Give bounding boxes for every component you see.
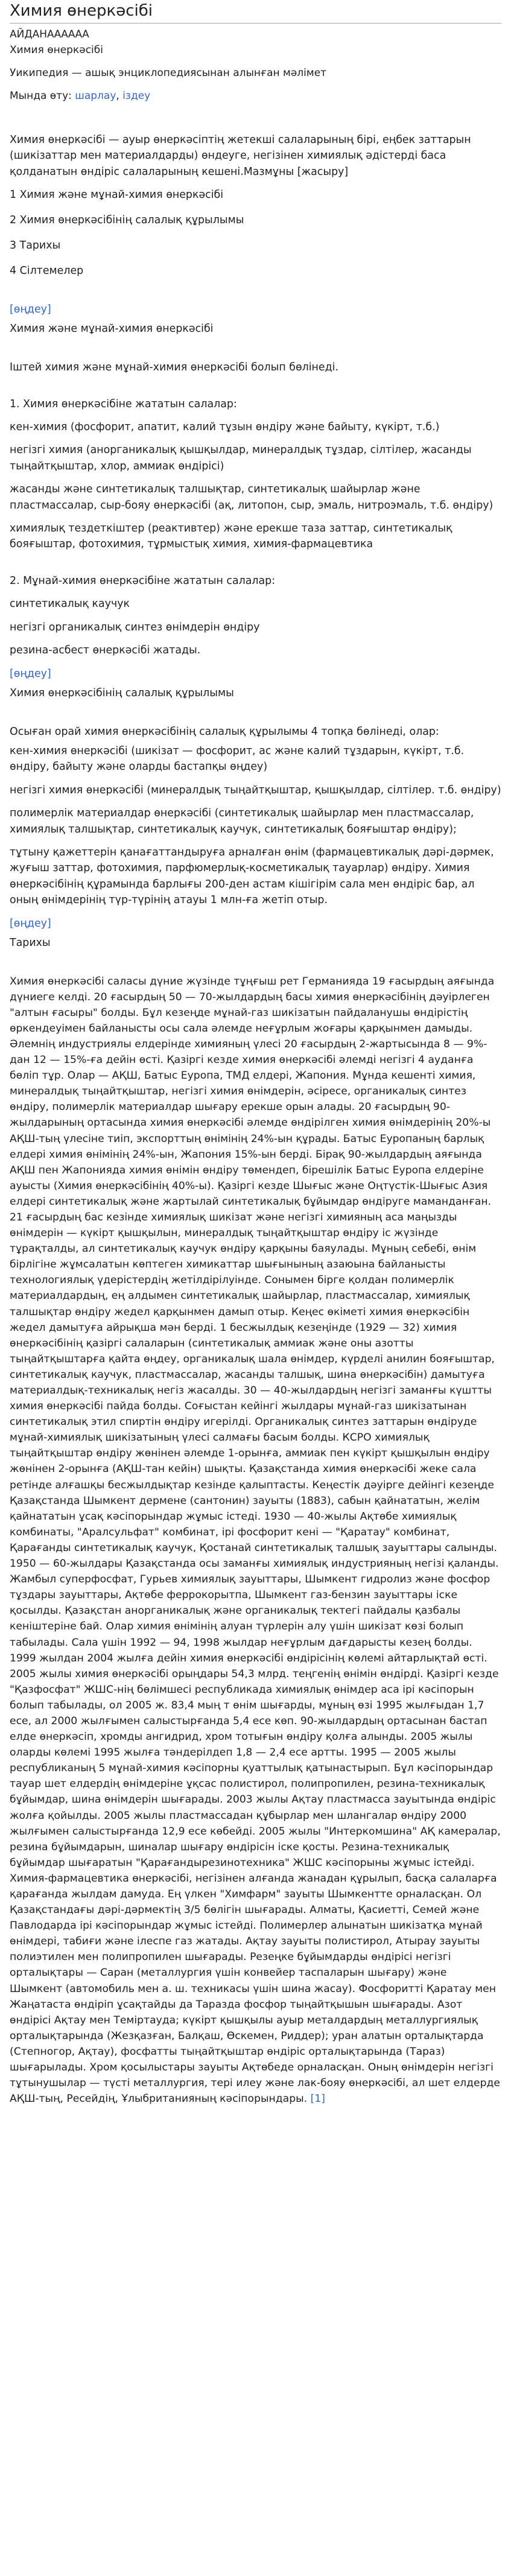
- edit-section-1-link[interactable]: [өңдеу]: [10, 303, 51, 316]
- list-item: резина-асбест өнеркәсібі жатады.: [10, 644, 201, 657]
- table-of-contents: [10, 187, 501, 279]
- toc-item-4[interactable]: 4 Сілтемелер: [10, 265, 84, 278]
- navigation-link[interactable]: шарлау: [75, 90, 116, 102]
- section-1-heading: Химия және мұнай-химия өнеркәсібі: [10, 323, 214, 335]
- section-1-group-1-title: 1. Химия өнеркәсібіне жататын салалар:: [10, 398, 237, 410]
- list-item: кен-химия (фосфорит, апатит, калий тұзын өндіру және байыту, күкірт, т.б.): [10, 421, 440, 434]
- section-3-heading: Тарихы: [10, 936, 51, 949]
- history-paragraph: [10, 974, 501, 2107]
- intro-paragraph: Химия өнеркәсібі — ауыр өнеркәсіптің жетекші салаларының бірі, еңбек заттарын (шикізаттар мен материалдарды) өндеуге, негізінен химиялық әдістерді баса қолданатын өндіріс салаларының кешені.Мазмұны [жасыру]: [10, 134, 471, 178]
- section-2-heading: Химия өнеркәсібінің салалық құрылымы: [10, 687, 234, 699]
- list-item: тұтыну қажеттерін қанағаттандыруға арналған өнім (фармацевтикалық дәрі-дәрмек, жуғыш заттар, фотохимия, парфюмерлық-косметикалық тауарлар) өндіру. Химия өнеркәсібінің құрамында барлығы 200-ден астам кішігірім сала мен өндіріс бар, ал оның өнімдерінің түр-түрінің атауы 1 млн-ға жетіп отыр.: [10, 846, 494, 907]
- list-item: жасанды және синтетикалық талшықтар, синтетикалық шайырлар және пластмассалар, сыр-бояу өнеркәсібі (ақ, литопон, сыр, эмаль, нитроэмаль, т.б. өндіру): [10, 483, 494, 512]
- search-link[interactable]: іздеу: [122, 90, 151, 102]
- toc-item-1[interactable]: 1 Химия және мұнай-химия өнеркәсібі: [10, 189, 224, 201]
- jump-links-prefix: Мында өту:: [10, 90, 75, 102]
- article-subtitle: Химия өнеркәсібі: [10, 44, 103, 56]
- list-item: негізгі химия өнеркәсібі (минералдық тыңайтқыштар, қышқылдар, сілтілер. т.б. өндіру): [10, 784, 501, 796]
- list-item: химиялық тездеткіштер (реактивтер) және ерекше таза заттар, синтетикалық бояғыштар, фотохимия, тұрмыстық химия, химия-фармацевтика: [10, 522, 452, 551]
- reference-link[interactable]: [1]: [310, 2093, 325, 2105]
- page-title: Химия өнеркәсібі: [10, 1, 501, 24]
- source-line: Уикипедия — ашық энциклопедиясынан алынған мәлімет: [10, 67, 327, 79]
- edit-section-3-link[interactable]: [өңдеу]: [10, 917, 51, 930]
- toc-item-2[interactable]: 2 Химия өнеркәсібінің салалық құрылымы: [10, 214, 244, 227]
- section-1-intro: Іштей химия және мұнай-химия өнеркәсібі болып бөлінеді.: [10, 361, 338, 374]
- edit-section-2-link[interactable]: [өңдеу]: [10, 667, 51, 680]
- list-item: кен-химия өнеркәсібі (шикізат — фосфорит, ас және калий тұздарын, күкірт, т.б. өндіру, байыту және оларды бастапқы өңдеу): [10, 744, 465, 773]
- list-item: негізгі органикалық синтез өнімдерін өндіру: [10, 621, 260, 633]
- section-2-intro: Осыған орай химия өнеркәсібінің салалық құрылымы 4 топқа бөлінеді, олар:: [10, 725, 439, 738]
- jump-links-separator: ,: [116, 90, 123, 102]
- author-line: АЙДАНАААААА: [10, 28, 89, 40]
- section-1-group-2-title: 2. Мұнай-химия өнеркәсібіне жататын салалар:: [10, 574, 276, 587]
- toc-item-3[interactable]: 3 Тарихы: [10, 240, 61, 252]
- list-item: негізгі химия (анорганикалық қышқылдар, минералдық тұздар, сілтілер, жасанды тыңайтқыштар, хлор, аммиак өндірісі): [10, 444, 472, 472]
- list-item: полимерлік материалдар өнеркәсібі (синтетикалық шайырлар мен пластмассалар, химиялық талшықтар, синтетикалық каучук, синтетикалық бояғыштар өндіру);: [10, 807, 474, 836]
- history-text: Химия өнеркәсібі саласы дүние жүзінде тұңғыш рет Германияда 19 ғасырдың аяғында дүниеге келді. 20 ғасырдың 50 — 70-жылдардың басы химия өнеркәсібінің дәуірлеген "алтын ғасыры" болды. Бұл кезеңде мұнай-газ шикізатын пайдаланушы өндірістің өркендеуімен байланысты осы сала әлемде неғұрлым жоғары қарқынмен дамыды. Әлемнің индустриялы елдерінде химияның үлесі 20 ғасырдың 2-жартысында 8 — 9%-дан 12 — 15%-ға дейін өсті. Қазіргі кезде химия өнеркәсібі әлемді негізгі 4 ауданға бөліп тұр. Олар — АҚШ, Батыс Еуропа, ТМД елдері, Жапония. Мұнда кешенті химия, минералдық тыңайтқыштар, негізгі химия өнімдерін, әсіресе, органикалық синтез өндіру, полимерлік материалдар шығару ерекше орын алады. 20 ғасырдың 90-жылдарының ортасында химия өнеркәсібі әлемде өндірілген химия өнімдерінің 20%-ы АҚШ-тың үлесіне тиіп, экспорттың өнімінің 24%-ын құрады. Батыс Еуропаның барлық елдері химия өнімінің 24%-ын, Жапония 15%-ын берді. Бірақ 90-жылдардың аяғында АҚШ пен Жапонияда химия өнімін өндіру төмендеп, бірешілік Батыс Еуропа елдеріне ауысты (Химия өнеркәсібінің 40%-ы). Қазіргі кезде Шығыс және Оңтүстік-Шығыс Азия елдері синтетикалық және жартылай синтетикалық бұйымдар өндіруге маманданған. 21 ғасырдың бас кезінде химиялық шикізат және негізгі химияның аса маңызды өнімдерін — күкірт қышқылын, минералдық тыңайтқыштар өндіру іс жүзінде тұрақталды, ал синтетикалық каучук өндіру қарқыны баяулады. Мұның себебі, өнім бірлігіне жұмсалатын көптеген химикаттар шығынының азаюына байланысты технологиялық үдерістердің жетілдірілуінде. Сонымен бірге қолдан полимерлік материалдардың, ең алдымен синтетикалық шайырлар, пластмассалар, химиялық талшықтар өндіру жедел қарқынмен дамып отыр. Кеңес өкіметі химия өнеркәсібін жедел дамытуға айрықша мән берді. 1 бесжылдық кезеңінде (1929 — 32) химия өнеркәсібінің қазіргі салаларын (синтетикалық аммиак және оны азотты тыңайтқыштарға қайта өңдеу, органикалық шала өнімдер, күрделі анилин бояғыштар, синтетикалық каучук, пластмассалар, жасанды талшық, шина өнеркәсібін) дамытуға материалдық-техникалық негіз жасалды. 30 — 40-жылдардың негізгі заманғы күштты химия өнеркәсібі пайда болды. Соғыстан кейінгі жылдары мұнай-газ шикізатынан синтетикалық этил спиртін өндіру игерілді. Органикалық синтез заттарын өндіруде мұнай-химиялық шикізатының үлесі салмағы басым болды. КСРО химиялық тыңайтқыштар өндіру жөнінен әлемде 1-орынға, аммиак пен күкірт қышқылын өндіру жөнінен 2-орынға (АҚШ-тан кейін) шықты. Қазақстанда химия өнеркәсібі жеке сала ретінде алғашқы бесжылдықтар кезінде қалыптасты. Кеңестік дәуірге дейінгі кезеңде Қазақстанда Шымкент дермене (сантонин) зауыты (1883), сабын қайнататын, желім қайнататын ұсақ кәсіпорындар жұмыс істеді. 1930 — 40-жылы Ақтөбе химиялық комбинаты, "Аралсульфат" комбинат, ірі фосфорит кені — "Қаратау" комбинат, Қарағанды синтетикалық каучук, Қостанай синтетикалық талшық зауыттары салынды. 1950 — 60-жылдары Қазақстанда осы заманғы химиялық индустрияның негізі қаланды. Жамбыл суперфосфат, Гурьев химиялық зауыттары, Шымкент гидролиз және фосфор тұздары зауыттары, Ақтөбе феррокорытпа, Шымкент газ-бензин зауыттары іске қосылды. Қазақстан анорганикалық және органикалық тектегі пайдалы қазбалы кеніштеріне бай. Олар химия өнімінің алуан түрлерін алу үшін шикізат көзі болып табылады. Сала үшін 1992 — 94, 1998 жылдар неғұрлым дағдарысты кезең болды. 1999 жылдан 2004 жылға дейін химия өнеркәсібі өндірісінің көлемі айтарлықтай өсті. 2005 жылы химия өнеркәсібі орыңдары 54,3 млрд. теңгенің өнімін өндірді. Қазіргі кезде "Қазфосфат" ЖШС-нің бөлімшесі республикада химиялық өнімдер аса ірі кәсіпорын болып табылады, ол 2005 ж. 83,4 мың т өнім шығарды, мұның өзі 1995 жылғыдан 1,7 есе, ал 2000 жылғымен салыстырғанда 5,4 есе көп. 90-жылдардың ортасынан бастап елде өнеркәсіп, хромды ангидрид, хром тотығын өндіру қолға алынды. 2005 жылы оларды көлемі 1995 жылға тәндерілдеп 1,8 — 2,4 есе артты. 1995 — 2005 жылы республиканың 5 мұнай-химия кәсіпорны қуаттылық қатынастырып. Бұл кәсіпорындар тауар шет елдердің өнімдеріне ұқсас полистирол, полипропилен, резина-техникалық бұйымдар, шина өнімдерін шығарады. 2003 жылы Ақтау пластмасса зауытында өндіріс жолға қойылды. 2005 жылы пластмассадан құбырлар мен шлангалар өндіру 2000 жылғымен салыстырғанда 12,9 есе көбейді. 2005 жылы "Интеркомшина" АҚ камералар, резина бұйымдарын, шиналар шығару өндірісін іске қосты. Резина-техникалық бұйымдар шығаратын "Қарағандырезинотехника" ЖШС кәсіпорыны жұмыс істейді. Химия-фармацевтика өнеркәсібі, негізінен алғанда жанадан құрылып, басқа салаларға қарағанда жылдам дамуда. Ең үлкен "Химфарм" зауыты Шымкентте орналасқан. Ол Қазақстандағы дәрі-дәрмектің 3/5 бөлігін шығарады. Алматы, Қасиетті, Семей және Павлодарда ірі кәсіпорындар жұмыс істейді. Полимерлер алынатын шикізатқа мұнай өнімдері, табиғи және ілеспе газ жатады. Ақтау зауыты полистирол, Атырау зауыты полиэтилен мен полипропилен шығарады. Резеңке бұйымдарды өндірісі негізгі орталықтары — Саран (металлургия үшін конвейер таспаларын шығару) және Шымкент (автомобиль мен а. ш. техникасы үшін шина жасау). Фосфоритті Қаратау мен Жаңатаста өндіріп ұсақтайды да Таразда фосфор тыңайтқышын шығарады. Азот өндірісі Ақтау мен Теміртауда; күкірт қышқылы ауыр металдардың металлургиялық орталықтарында (Жезқазған, Балқаш, Өскемен, Риддер); уран алатын орталықтарда (Степногор, Ақтау), фосфатты тыңайтқыштар өндіріс орталықтарында (Тараз) шығарылады. Хром қосылыстары зауыты Ақтөбеде орналасқан. Оның өнімдерін негізгі тұтынушылар — түсті металлургия, тері илеу және лак-бояу өнеркәсібі, ал шет елдерде АҚШ-тың, Ресейдің, Ұлыбританияның кәсіпорындары.: [10, 975, 501, 2105]
- jump-links: [10, 89, 501, 103]
- list-item: синтетикалық каучук: [10, 598, 130, 611]
